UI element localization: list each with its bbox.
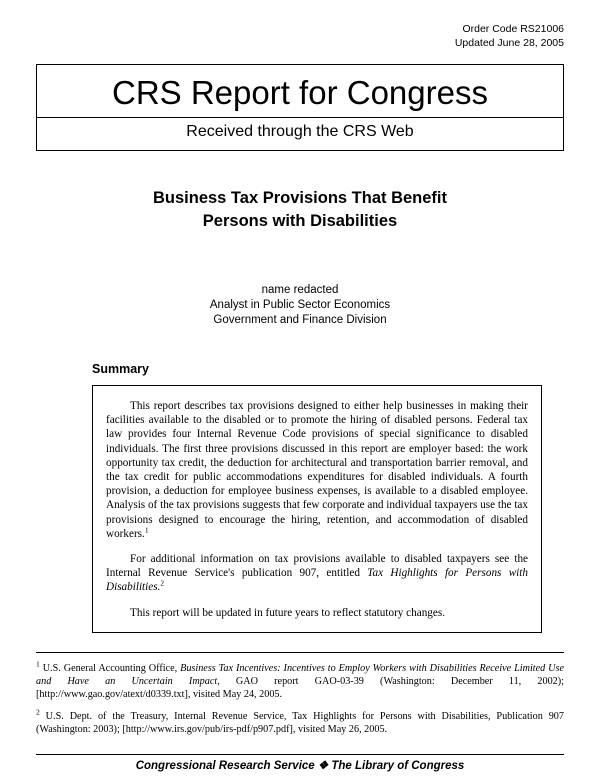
summary-box — [92, 385, 542, 633]
order-code: Order Code RS21006 — [462, 23, 564, 35]
footnote-area — [36, 652, 564, 745]
footer-text: Congressional Research Service ❖ The Library of Congress — [135, 760, 465, 772]
footnote-1-text-a: U.S. General Accounting Office, — [42, 663, 181, 674]
author-role: Analyst in Public Sector Economics — [209, 299, 391, 311]
footnote-ref-1[interactable]: 1 — [144, 525, 149, 535]
updated-date: Updated June 28, 2005 — [454, 37, 564, 49]
summary-paragraph-1 — [106, 399, 528, 541]
footer-divider — [36, 754, 564, 755]
masthead-subtitle: Received through the CRS Web — [186, 123, 414, 140]
author-name: name redacted — [261, 284, 339, 296]
footnote-2-text-a: U.S. Dept. of the Treasury, Internal Revenue Service, Tax Highlights for Persons with Disabilities, Publication 907 (Washington: 2003); [http://www.irs.gov/pub/irs-pdf/p907.pdf], visited May 26, 2005. — [36, 711, 564, 735]
footnote-ref-2[interactable]: 2 — [160, 578, 165, 588]
summary-paragraph-2 — [106, 552, 528, 595]
order-code-block — [36, 22, 564, 50]
footnote-1-text-b: GAO report GAO-03-39 (Washington: December 11, 2002); [http://www.gao.gov/atext/d0339.txt], visited May 24, 2005. — [36, 676, 564, 700]
page-title — [36, 187, 564, 233]
summary-paragraph-2-text: For additional information on tax provisions available to disabled taxpayers see the Internal Revenue Service's publication 907, entitled — [106, 553, 528, 580]
summary-paragraph-3: This report will be updated in future years to reflect statutory changes. — [130, 606, 446, 619]
page-footer — [36, 754, 564, 772]
footnote-1 — [36, 659, 565, 701]
masthead — [36, 64, 564, 151]
author-division: Government and Finance Division — [213, 314, 387, 326]
masthead-divider — [37, 117, 563, 118]
page-title-line-1: Business Tax Provisions That Benefit — [152, 189, 448, 207]
summary-heading: Summary — [92, 362, 149, 376]
footnote-1-marker: 1 — [36, 659, 40, 669]
footnote-1-italic: Business Tax Incentives: Incentives to Employ Workers with Disabilities Receive Limited Use and Have an Uncertain Impact, — [36, 663, 565, 687]
summary-publication-title: Tax Highlights for Persons with Disabilities. — [106, 567, 528, 594]
page-title-line-2: Persons with Disabilities — [202, 212, 398, 230]
footnote-2-marker: 2 — [36, 707, 40, 717]
footnote-2 — [36, 707, 564, 736]
footnote-divider — [36, 652, 564, 653]
masthead-title: CRS Report for Congress — [112, 74, 488, 111]
author-block — [36, 283, 564, 328]
summary-paragraph-1-text: This report describes tax provisions designed to either help businesses in making their facilities available to the disabled or to promote the hiring of disabled persons. Federal tax law provides four Internal Revenue Code provisions of special significance to disabled individuals. The first three provisions discussed in this report are employer based: the work opportunity tax credit, the deduction for architectural and transportation barrier removal, and the tax credit for public accommodations expenditures for disabled individuals. A fourth provision, a deduction for employee business expenses, is available to a disabled employee. Analysis of the tax provisions suggests that few corporate and individual taxpayers use the tax provisions designed to encourage the hiring, retention, and accommodation of disabled workers. — [106, 400, 528, 540]
